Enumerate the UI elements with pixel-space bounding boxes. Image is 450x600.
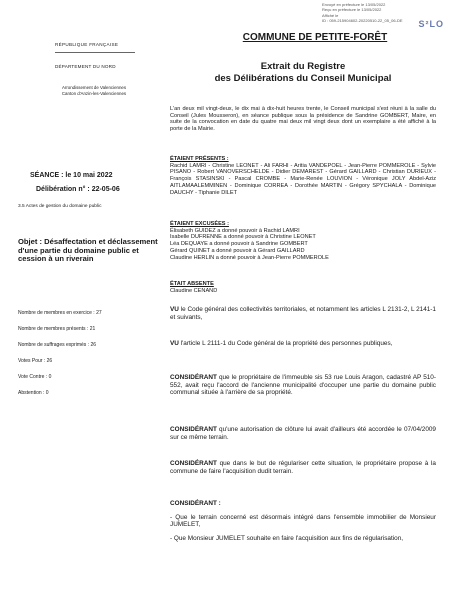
prefecture-stamp	[322, 2, 448, 36]
extrait-title	[178, 61, 428, 85]
presents-list: Rachid LAMRI - Christine LEONET - Ali FARHI - Aritia VANDEPOEL - Jean-Pierre POMMEROLE - Sylvie PISANO - Robert VANOVERSCHELDE - Didier DEMAREST - Gérard GAILLARD - Christian DURIEUX - François STASINSKI - Pascal CROMBE - Marie-Renée LOUVION - Véronique JOLY Abdel-Aziz AITLAMAALEMMINEN - Dominique CORREA - Dorothée MARTIN - Grégory SPYCHALA - Dominique DAUCHY - Tiphanie DILET	[170, 162, 436, 196]
acte-category: 3.5 Actes de gestion du domaine public	[18, 204, 102, 209]
vu-text: l'article L 2111-1 du Code général de la propriété des personnes publiques,	[178, 340, 393, 347]
considerant-paragraph-2	[170, 426, 436, 441]
excuse-line: Élisabeth GUIDEZ a donné pouvoir à Rachid LAMRI	[170, 227, 300, 234]
stat-suffrages: Nombre de suffrages exprimés : 26	[18, 342, 97, 348]
extrait-line-2: des Délibérations du Conseil Municipal	[214, 73, 392, 84]
deliberation-number: Délibération n° : 22-05-06	[36, 186, 120, 193]
vu-label: VU	[170, 306, 179, 313]
stamp-line: Affiché le	[322, 12, 339, 18]
stat-membres-exercice: Nombre de membres en exercice : 27	[18, 310, 102, 316]
excuse-line: Léa DEQUAYE a donné pouvoir à Sandrine GOMBERT	[170, 241, 308, 248]
excuse-line: Claudine HERLIN a donné pouvoir à Jean-Pierre POMMEROLE	[170, 254, 329, 261]
canton-label: Canton d'Anzin-les-Valenciennes	[61, 91, 127, 96]
excuses-section	[170, 221, 436, 261]
stat-votes-pour: Votes Pour : 26	[18, 358, 53, 364]
departement-label: DÉPARTEMENT DU NORD	[55, 64, 116, 69]
stat-abstention: Abstention : 0	[18, 390, 49, 396]
extrait-line-1: Extrait du Registre	[260, 61, 346, 72]
excuses-heading: ÉTAIENT EXCUSÉES :	[170, 221, 229, 227]
stamp-line: Reçu en préfecture le 13/05/2022	[322, 7, 382, 13]
arrondissement-block	[45, 85, 143, 97]
absente-heading: ÉTAIT ABSENTE	[170, 281, 214, 287]
considerant-paragraph-4	[170, 500, 436, 542]
vu-paragraph-2	[170, 340, 436, 348]
considerant-label: CONSIDÉRANT :	[170, 500, 221, 507]
stat-membres-presents: Nombre de membres présents : 21	[18, 326, 96, 332]
republique-label: RÉPUBLIQUE FRANÇAISE	[55, 42, 119, 47]
considerant-text: que dans le but de régulariser cette situation, le propriétaire propose à la commune de faire l'acquisition dudit terrain.	[170, 460, 436, 475]
vu-text: le Code général des collectivités territoriales, et notamment les articles L 2131-2, L 2141-1 et suivants,	[170, 306, 436, 321]
divider	[55, 52, 135, 53]
presents-section	[170, 156, 436, 196]
considerant-paragraph-1	[170, 374, 436, 397]
considerant-label: CONSIDÉRANT	[170, 460, 217, 467]
considerant-label: CONSIDÉRANT	[170, 374, 217, 381]
considerant-paragraph-3	[170, 460, 436, 475]
arrondissement-label: Arrondissement de Valenciennes	[61, 85, 127, 90]
considerant-text: que le propriétaire de l'immeuble sis 53 rue Louis Aragon, cadastré AP 510- 552, avait reçu l'accord de l'ancienne municipalité d'occuper une partie du domaine public communal située à l'arrière de sa propriété.	[170, 374, 436, 397]
stat-vote-contre: Vote Contre : 0	[18, 374, 52, 380]
considerant-item: - Que Monsieur JUMELET souhaite en faire l'acquisition aux fins de régularisation,	[170, 534, 404, 542]
considerant-item: - Que le terrain concerné est désormais intégré dans l'ensemble immobilier de Monsieur JUMELET,	[170, 513, 436, 529]
vu-paragraph-1	[170, 306, 436, 321]
excuse-line: Gérard QUINET a donné pouvoir à Gérard GAILLARD	[170, 247, 305, 254]
vu-label: VU	[170, 340, 179, 347]
commune-title: COMMUNE DE PETITE-FORÊT	[242, 32, 388, 43]
intro-paragraph: L'an deux mil vingt-deux, le dix mai à dix-huit heures trente, le Conseil municipal s'est réuni à la salle du Conseil (Jules Mousseron), en séance publique sous la présidence de Sandrine GOMBERT, Maire, en suite de la convocation en date du quatre mai deux mil vingt deux dont un exemplaire a été affiché à la porte de la Mairie.	[170, 106, 436, 133]
absente-name: Claudine CENAND	[170, 287, 218, 294]
stamp-line: ID : 059-215904602-20220510-22_05_06-DE	[322, 18, 403, 24]
presents-heading: ÉTAIENT PRÉSENTS :	[170, 156, 229, 162]
stamp-line: Envoyé en préfecture le 13/05/2022	[322, 2, 386, 7]
objet-text: Objet : Désaffectation et déclassement d'une partie du domaine public et cession à un riverain	[18, 237, 158, 264]
considerant-text: qu'une autorisation de clôture lui avait d'ailleurs été accordée le 07/04/2009 sur ce même terrain.	[170, 426, 436, 441]
considerant-label: CONSIDÉRANT	[170, 426, 217, 433]
excuse-line: Isabelle DUFRENNE a donné pouvoir à Christine LEONET	[170, 234, 316, 241]
absente-section	[170, 281, 436, 294]
stamp-logo: S²LO	[418, 19, 444, 29]
seance-date: SÉANCE : le 10 mai 2022	[30, 172, 113, 179]
